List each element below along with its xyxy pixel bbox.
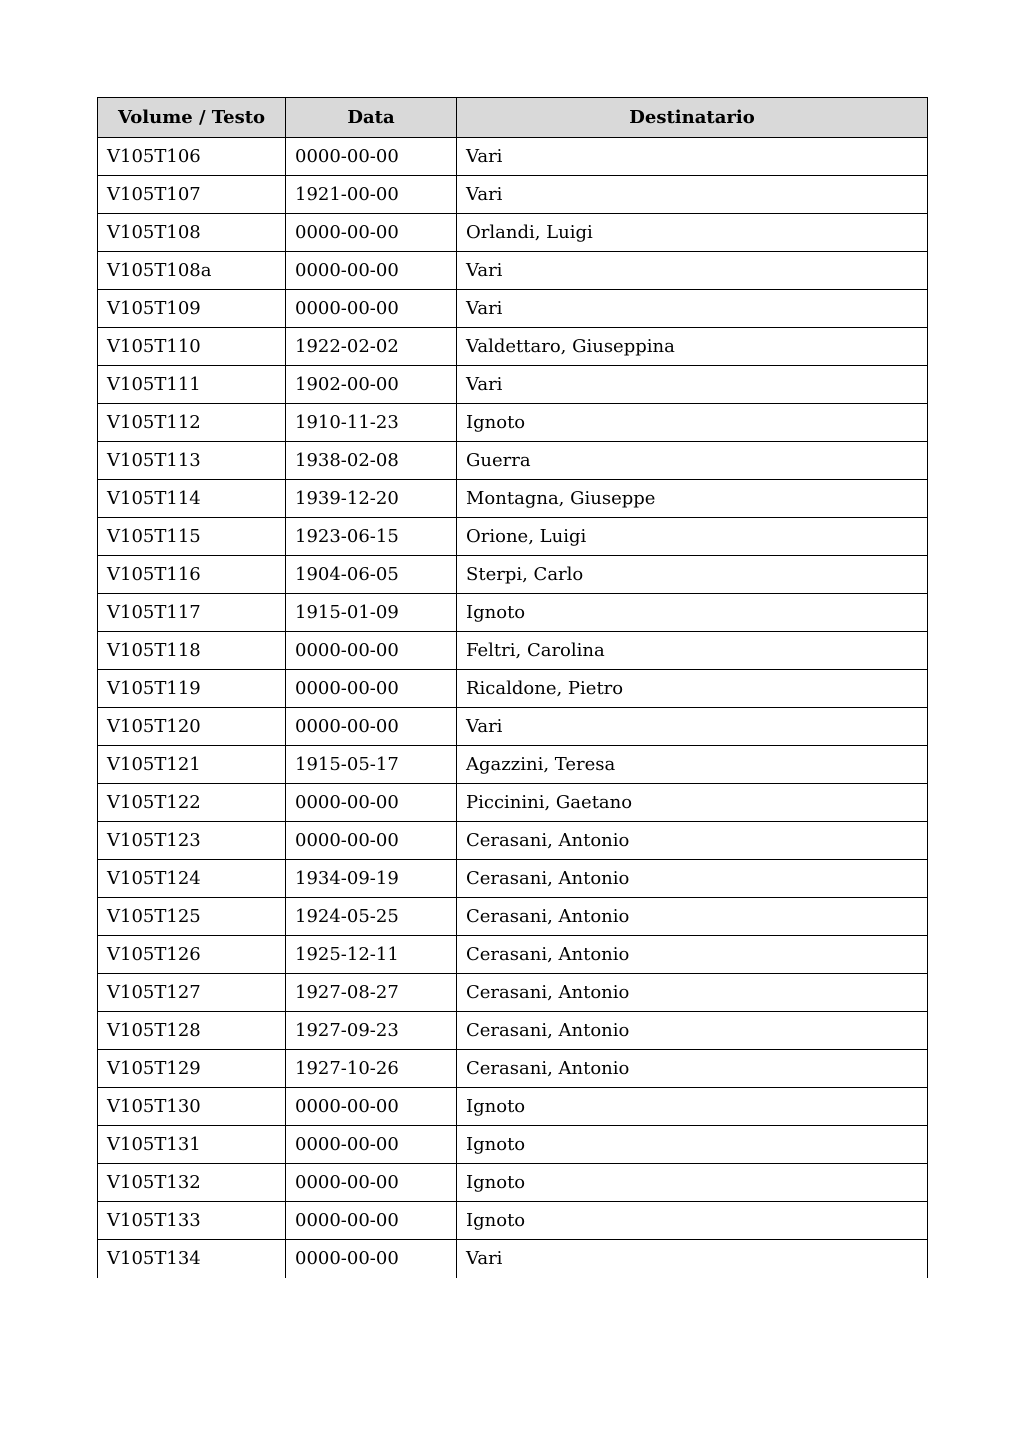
cell-date: 1924-05-25	[286, 898, 457, 936]
table-row	[98, 898, 928, 936]
table-row	[98, 290, 928, 328]
cell-recipient: Cerasani, Antonio	[457, 1012, 928, 1050]
cell-date: 0000-00-00	[286, 138, 457, 176]
cell-date: 0000-00-00	[286, 1202, 457, 1240]
cell-date: 1927-09-23	[286, 1012, 457, 1050]
cell-recipient: Ignoto	[457, 1164, 928, 1202]
table-row	[98, 784, 928, 822]
cell-recipient: Cerasani, Antonio	[457, 974, 928, 1012]
cell-date: 0000-00-00	[286, 1126, 457, 1164]
table-header	[98, 98, 928, 138]
cell-recipient: Orione, Luigi	[457, 518, 928, 556]
cell-volume: V105T121	[98, 746, 286, 784]
cell-date: 0000-00-00	[286, 1088, 457, 1126]
cell-volume: V105T120	[98, 708, 286, 746]
cell-date: 1915-01-09	[286, 594, 457, 632]
cell-volume: V105T133	[98, 1202, 286, 1240]
cell-recipient: Guerra	[457, 442, 928, 480]
table-row	[98, 670, 928, 708]
table-row	[98, 1240, 928, 1278]
cell-volume: V105T115	[98, 518, 286, 556]
cell-volume: V105T128	[98, 1012, 286, 1050]
cell-volume: V105T108a	[98, 252, 286, 290]
cell-recipient: Sterpi, Carlo	[457, 556, 928, 594]
cell-volume: V105T107	[98, 176, 286, 214]
table-row	[98, 1202, 928, 1240]
cell-volume: V105T130	[98, 1088, 286, 1126]
table-row	[98, 1164, 928, 1202]
cell-volume: V105T126	[98, 936, 286, 974]
table-row	[98, 252, 928, 290]
cell-volume: V105T106	[98, 138, 286, 176]
cell-volume: V105T116	[98, 556, 286, 594]
table-row	[98, 328, 928, 366]
table-row	[98, 746, 928, 784]
cell-date: 1921-00-00	[286, 176, 457, 214]
cell-volume: V105T111	[98, 366, 286, 404]
cell-recipient: Vari	[457, 252, 928, 290]
cell-recipient: Ignoto	[457, 1202, 928, 1240]
cell-recipient: Feltri, Carolina	[457, 632, 928, 670]
cell-volume: V105T119	[98, 670, 286, 708]
cell-recipient: Vari	[457, 708, 928, 746]
cell-date: 1938-02-08	[286, 442, 457, 480]
cell-date: 0000-00-00	[286, 632, 457, 670]
cell-recipient: Ignoto	[457, 1126, 928, 1164]
cell-date: 0000-00-00	[286, 1240, 457, 1278]
table-row	[98, 366, 928, 404]
cell-recipient: Cerasani, Antonio	[457, 898, 928, 936]
cell-recipient: Ignoto	[457, 1088, 928, 1126]
cell-recipient: Vari	[457, 138, 928, 176]
cell-recipient: Ignoto	[457, 404, 928, 442]
table-row	[98, 556, 928, 594]
cell-volume: V105T112	[98, 404, 286, 442]
table-row	[98, 1126, 928, 1164]
table-row	[98, 404, 928, 442]
cell-date: 1927-08-27	[286, 974, 457, 1012]
table-row	[98, 518, 928, 556]
cell-volume: V105T114	[98, 480, 286, 518]
cell-volume: V105T131	[98, 1126, 286, 1164]
cell-date: 0000-00-00	[286, 822, 457, 860]
cell-recipient: Vari	[457, 1240, 928, 1278]
table-row	[98, 1088, 928, 1126]
cell-recipient: Cerasani, Antonio	[457, 1050, 928, 1088]
cell-date: 0000-00-00	[286, 252, 457, 290]
cell-date: 1902-00-00	[286, 366, 457, 404]
cell-volume: V105T127	[98, 974, 286, 1012]
cell-date: 0000-00-00	[286, 214, 457, 252]
cell-date: 1922-02-02	[286, 328, 457, 366]
table-row	[98, 822, 928, 860]
table-row	[98, 442, 928, 480]
cell-date: 1910-11-23	[286, 404, 457, 442]
cell-volume: V105T110	[98, 328, 286, 366]
cell-date: 1934-09-19	[286, 860, 457, 898]
cell-date: 0000-00-00	[286, 670, 457, 708]
cell-recipient: Valdettaro, Giuseppina	[457, 328, 928, 366]
cell-date: 0000-00-00	[286, 708, 457, 746]
cell-date: 0000-00-00	[286, 784, 457, 822]
table-row	[98, 214, 928, 252]
table-row	[98, 860, 928, 898]
cell-date: 1939-12-20	[286, 480, 457, 518]
cell-recipient: Ignoto	[457, 594, 928, 632]
cell-volume: V105T124	[98, 860, 286, 898]
cell-date: 0000-00-00	[286, 1164, 457, 1202]
cell-recipient: Ricaldone, Pietro	[457, 670, 928, 708]
table-row	[98, 1012, 928, 1050]
table-row	[98, 594, 928, 632]
cell-recipient: Piccinini, Gaetano	[457, 784, 928, 822]
cell-recipient: Montagna, Giuseppe	[457, 480, 928, 518]
cell-recipient: Cerasani, Antonio	[457, 822, 928, 860]
table-row	[98, 936, 928, 974]
header-row	[98, 98, 928, 138]
cell-recipient: Vari	[457, 366, 928, 404]
table-row	[98, 176, 928, 214]
cell-volume: V105T123	[98, 822, 286, 860]
table-row	[98, 974, 928, 1012]
table-row	[98, 480, 928, 518]
cell-recipient: Cerasani, Antonio	[457, 860, 928, 898]
table-body	[98, 138, 928, 1278]
cell-volume: V105T125	[98, 898, 286, 936]
cell-volume: V105T118	[98, 632, 286, 670]
cell-recipient: Cerasani, Antonio	[457, 936, 928, 974]
cell-date: 1927-10-26	[286, 1050, 457, 1088]
cell-volume: V105T108	[98, 214, 286, 252]
cell-volume: V105T109	[98, 290, 286, 328]
column-header-recipient: Destinatario	[457, 98, 928, 138]
cell-date: 1925-12-11	[286, 936, 457, 974]
cell-volume: V105T132	[98, 1164, 286, 1202]
cell-volume: V105T134	[98, 1240, 286, 1278]
table-row	[98, 1050, 928, 1088]
cell-date: 0000-00-00	[286, 290, 457, 328]
cell-date: 1923-06-15	[286, 518, 457, 556]
cell-volume: V105T117	[98, 594, 286, 632]
table-row	[98, 632, 928, 670]
cell-recipient: Vari	[457, 290, 928, 328]
table-row	[98, 138, 928, 176]
column-header-volume: Volume / Testo	[98, 98, 286, 138]
cell-date: 1915-05-17	[286, 746, 457, 784]
table-row	[98, 708, 928, 746]
cell-volume: V105T113	[98, 442, 286, 480]
cell-volume: V105T122	[98, 784, 286, 822]
cell-volume: V105T129	[98, 1050, 286, 1088]
letters-table	[97, 97, 928, 1278]
cell-recipient: Vari	[457, 176, 928, 214]
cell-date: 1904-06-05	[286, 556, 457, 594]
column-header-date: Data	[286, 98, 457, 138]
cell-recipient: Orlandi, Luigi	[457, 214, 928, 252]
cell-recipient: Agazzini, Teresa	[457, 746, 928, 784]
